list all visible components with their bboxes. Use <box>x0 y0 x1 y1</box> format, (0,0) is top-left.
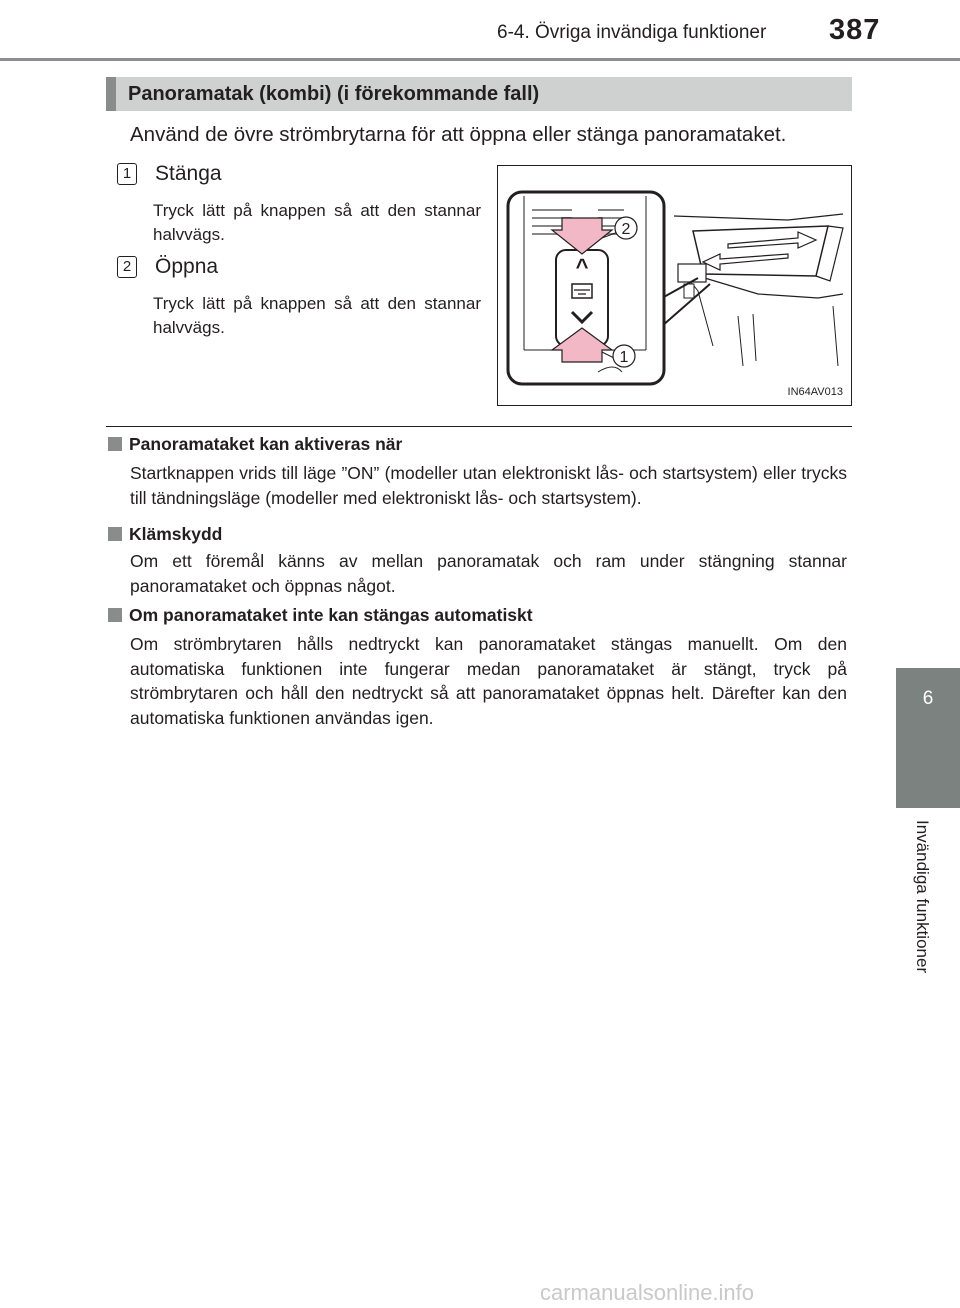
page-number: 387 <box>829 14 881 46</box>
note-bullet-square <box>108 437 122 451</box>
note-title-activation: Panoramataket kan aktiveras när <box>129 434 403 454</box>
chapter-label: Invändiga funktioner <box>913 820 932 974</box>
item-desc-close: Tryck lätt på knappen så att den stannar halvvägs. <box>153 201 481 244</box>
item-badge-2: 2 <box>117 256 137 278</box>
note-body-manual-close: Om strömbrytaren hålls nedtryckt kan panoramataket stängas manuellt. Om den automatiska funktionen inte fungerar medan panoramataket är stängt, tryck på strömbrytaren och håll den nedtryckt så att panoramataket öppnas helt. Därefter kan den automatiska funktionen användas igen. <box>130 634 847 728</box>
item-title-open: Öppna <box>155 255 219 278</box>
callout-1-label: 1 <box>619 349 629 366</box>
note-body-pinch-protection: Om ett föremål känns av mellan panoramatak och ram under stängning stannar panoramataket och öppnas något. <box>130 551 847 596</box>
section-intro: Använd de övre strömbrytarna för att öppna eller stänga panoramataket. <box>130 123 787 146</box>
item-badge-1: 1 <box>117 163 137 185</box>
note-title-manual-close: Om panoramataket inte kan stängas automatiskt <box>129 605 533 625</box>
chapter-number: 6 <box>922 688 934 709</box>
svg-text:^: ^ <box>575 254 589 279</box>
sunroof-switch-illustration <box>497 165 852 406</box>
section-divider <box>106 426 852 427</box>
header-rule <box>0 58 960 61</box>
note-bullet-square <box>108 608 122 622</box>
note-body-activation: Startknappen vrids till läge ”ON” (modeller utan elektroniskt lås- och startsystem) eller trycks till tändningsläge (modeller med elektroniskt lås- och startsystem). <box>130 463 847 508</box>
section-heading-accent <box>106 77 116 111</box>
header-section-title: 6-4. Övriga invändiga funktioner <box>497 22 767 43</box>
watermark: carmanualsonline.info <box>540 1280 755 1305</box>
illustration-code: IN64AV013 <box>787 386 843 398</box>
item-title-close: Stänga <box>155 162 222 185</box>
switch-diagram-svg <box>498 166 850 404</box>
section-title: Panoramatak (kombi) (i förekommande fall) <box>128 83 540 105</box>
section-heading-bar <box>106 77 852 111</box>
note-title-pinch-protection: Klämskydd <box>129 524 223 544</box>
item-desc-open: Tryck lätt på knappen så att den stannar halvvägs. <box>153 294 481 337</box>
callout-2-label: 2 <box>621 221 631 238</box>
note-bullet-square <box>108 527 122 541</box>
